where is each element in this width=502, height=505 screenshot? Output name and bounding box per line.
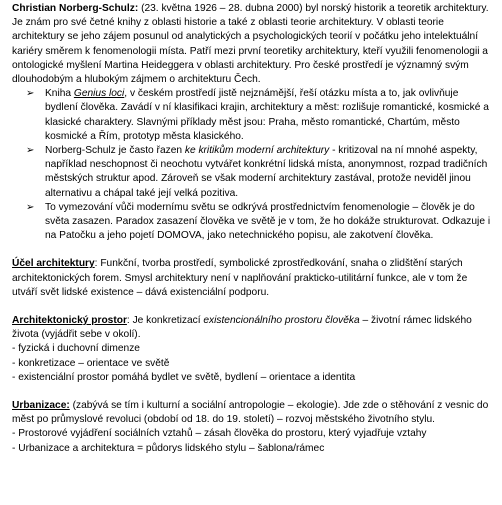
prostor-text-end: – životní rámec lidského života (vyjádřit sebe v okolí). bbox=[12, 315, 472, 341]
bullet-prefix: Norberg-Schulz je často řazen bbox=[45, 145, 185, 157]
bullet-prefix: Kniha bbox=[45, 88, 74, 100]
bullet-text: , v českém prostředí jistě nejznámější, řeší otázku místa a to, jak ovlivňuje bydlení člověka. Zavádí v ní klasifikaci krajin, architektury a měst: rozlišuje romantické, kosmické a klasické charaktery. Slavnými příklady měst jsou: Praha, město romantické, Chartúm, město kosmické a Řím, prototyp města klasického. bbox=[45, 88, 489, 142]
author-name: Christian Norberg-Schulz: bbox=[12, 3, 139, 14]
bullet-text: - kritizoval na ní mnohé aspekty, například neschopnost či neochotu vytvářet konkrétní lidská místa, anonymnost, rozpad tradičních městských struktur apod. Zároveň se však moderní architektury zastával, protože neviděl jinou alternativu a chápal také její velká pozitiva. bbox=[45, 145, 488, 199]
intro-text: (23. května 1926 – 28. dubna 2000) byl norský historik a teoretik architektury. Je znám pro své četné knihy z oblasti historie a také z oblasti teorie architektury. V oblasti teorie architektury se jeho zájem posunul od analytických a psychologických teorií v počátku jeho intelektuální kariéry směrem k fenomenologii místa. Patří mezi první teoretiky architektury, kteří využili fenomenologii a ontologické myšlení Martina Heideggera v oblasti architektury. Pro české prostředí je významný svým dlouhodobým a hlubokým zájmem o architekturu Čech. bbox=[12, 3, 489, 86]
urbanizace-text: (zabývá se tím i kulturní a sociální antropologie – ekologie). Jde zde o stěhování z vesnic do měst po průmyslové revoluci (období od 18. do 19. století) – rozvoj městského životního stylu. bbox=[12, 400, 489, 426]
ucel-text: : Funkční, tvorba prostředí, symbolické zprostředkování, snaha o zlidštění starých architektonických forem. Smysl architektury není v naplňování prakticko-utilitární funkce, ale v tom že utváří svět lidské existence – dává existenciální podporu. bbox=[12, 258, 468, 298]
prostor-item: - existenciální prostor pomáhá bydlet ve světě, bydlení – orientace a identita bbox=[12, 371, 356, 383]
emphasis-text: ke kritikům moderní architektury bbox=[184, 145, 330, 157]
ucel-paragraph bbox=[12, 257, 492, 300]
bullet-list bbox=[12, 87, 492, 243]
ucel-heading: Účel architektury bbox=[12, 258, 95, 270]
prostor-item: - fyzická i duchovní dimenze bbox=[12, 343, 140, 355]
list-item bbox=[26, 87, 492, 144]
prostor-paragraph bbox=[12, 314, 492, 342]
bullet-text: To vymezování vůči modernímu světu se odkrývá prostřednictvím fenomenologie – člověk je do světa zasazen. Paradox zasazení člověka ve světě je v tom, že ho dokáže strukturovat. Odkazuje i na Patočku a jeho pojetí DOMOVA, jako netechnického popisu, ale zakotvení člověka. bbox=[45, 201, 491, 242]
book-title: Genius loci bbox=[73, 88, 125, 100]
prostor-item: - konkretizace – orientace ve světě bbox=[12, 357, 170, 369]
intro-paragraph bbox=[12, 2, 492, 87]
urbanizace-heading: Urbanizace: bbox=[12, 400, 70, 412]
list-item bbox=[26, 144, 492, 201]
prostor-heading: Architektonický prostor bbox=[12, 315, 127, 327]
urbanizace-item: - Urbanizace a architektura = půdorys lidského stylu – šablona/rámec bbox=[12, 442, 325, 454]
arrow-bullet-icon: ➢ bbox=[26, 145, 35, 157]
prostor-text: : Je konkretizací bbox=[126, 315, 204, 327]
arrow-bullet-icon: ➢ bbox=[26, 88, 35, 100]
prostor-emphasis: existencionálního prostoru člověka bbox=[203, 315, 360, 327]
arrow-bullet-icon: ➢ bbox=[26, 201, 35, 213]
urbanizace-item: - Prostorové vyjádření sociálních vztahů – zásah člověka do prostoru, který vyjadřuje vztahy bbox=[12, 428, 427, 440]
list-item bbox=[26, 201, 492, 244]
urbanizace-paragraph bbox=[12, 399, 492, 427]
